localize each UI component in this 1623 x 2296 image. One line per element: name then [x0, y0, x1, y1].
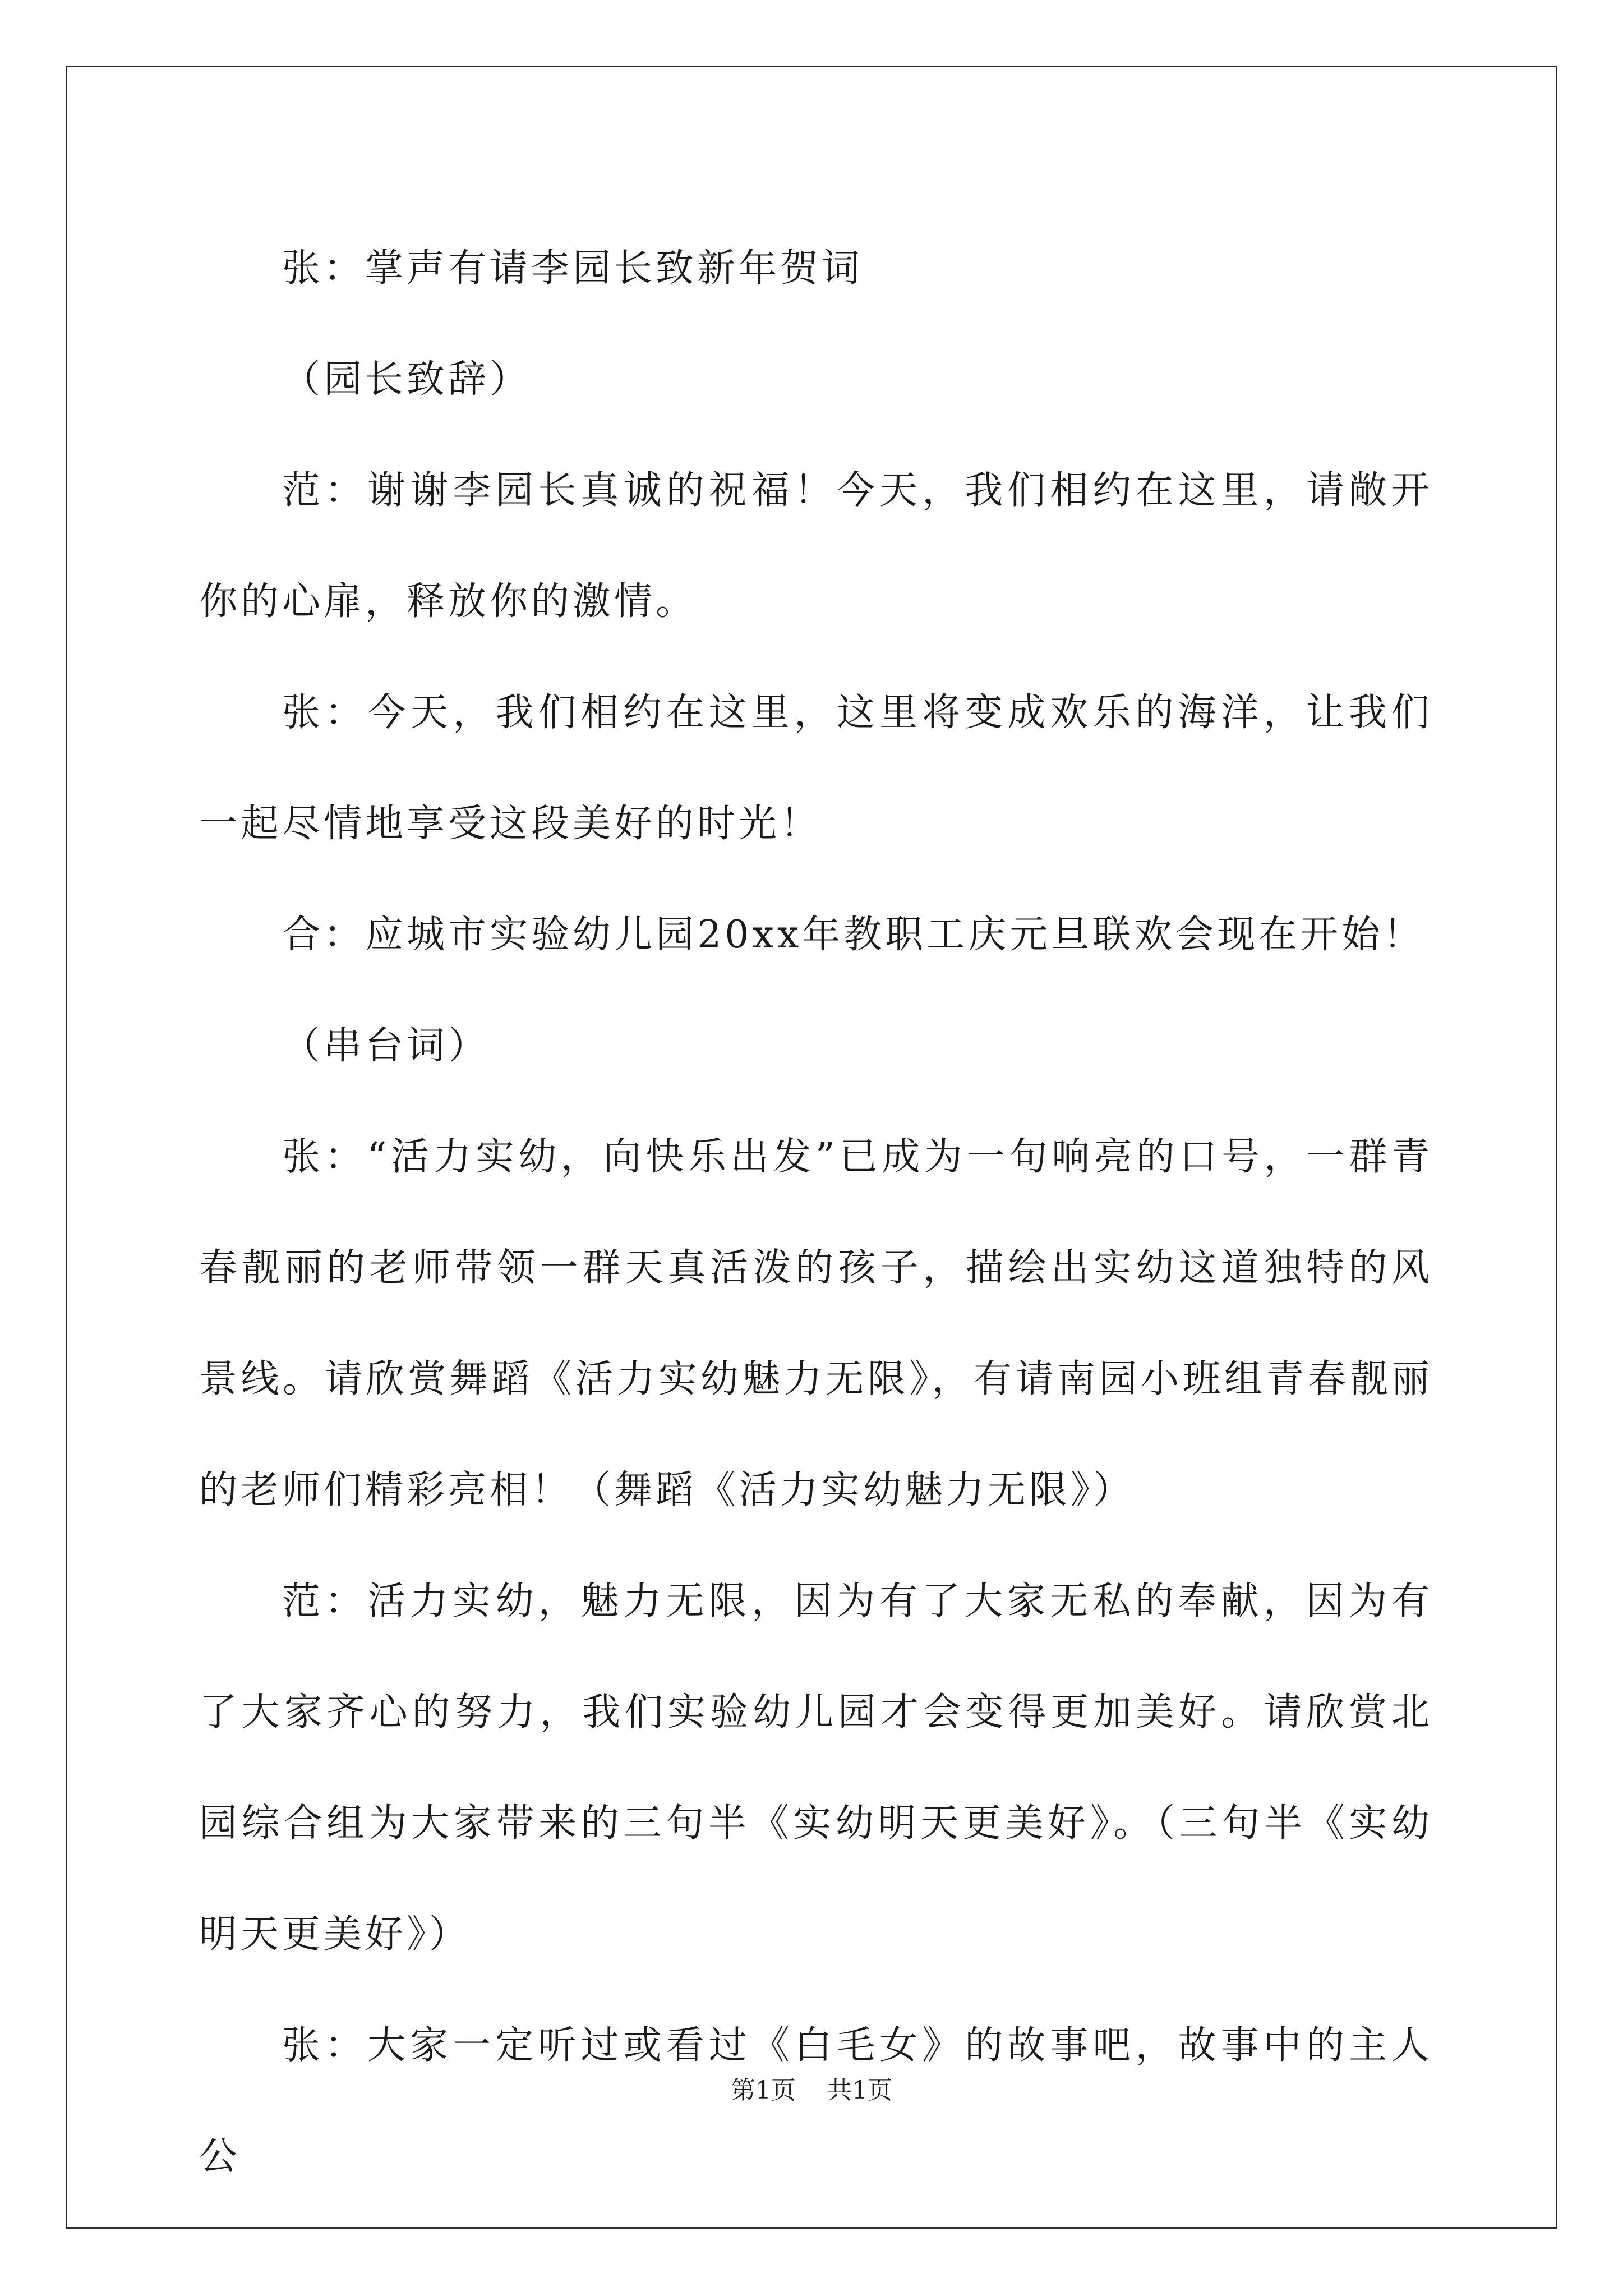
paragraph: 范：谢谢李园长真诚的祝福！今天，我们相约在这里，请敞开你的心扉，释放你的激情。	[199, 468, 1433, 624]
paragraph: 范：活力实幼，魅力无限，因为有了大家无私的奉献，因为有了大家齐心的努力，我们实验幼儿园才会变得更加美好。请欣赏北园综合组为大家带来的三句半《实幼明天更美好》。（三句半《实幼明天更美好》）	[199, 1579, 1433, 1957]
paragraph: 张：“活力实幼，向快乐出发”已成为一句响亮的口号，一群青春靓丽的老师带领一群天真活泼的孩子，描绘出实幼这道独特的风景线。请欣赏舞蹈《活力实幼魅力无限》，有请南园小班组青春靓丽的老师们精彩亮相！（舞蹈《活力实幼魅力无限》）	[199, 1135, 1433, 1512]
page-footer	[0, 2070, 1623, 2106]
paragraph: 合：应城市实验幼儿园20xx年教职工庆元旦联欢会现在开始！	[282, 913, 1425, 957]
page-total: 共1页	[827, 2076, 892, 2105]
document-body	[199, 213, 1433, 2212]
paragraph: 张：大家一定听过或看过《白毛女》的故事吧，故事中的主人公	[199, 2023, 1433, 2179]
page-number: 第1页	[731, 2076, 796, 2105]
paragraph: （园长致辞）	[282, 357, 532, 402]
paragraph: （串台词）	[282, 1024, 490, 1068]
paragraph: 张：今天，我们相约在这里，这里将变成欢乐的海洋，让我们一起尽情地享受这段美好的时光！	[199, 691, 1433, 846]
paragraph: 张：掌声有请李园长致新年贺词	[282, 246, 864, 291]
